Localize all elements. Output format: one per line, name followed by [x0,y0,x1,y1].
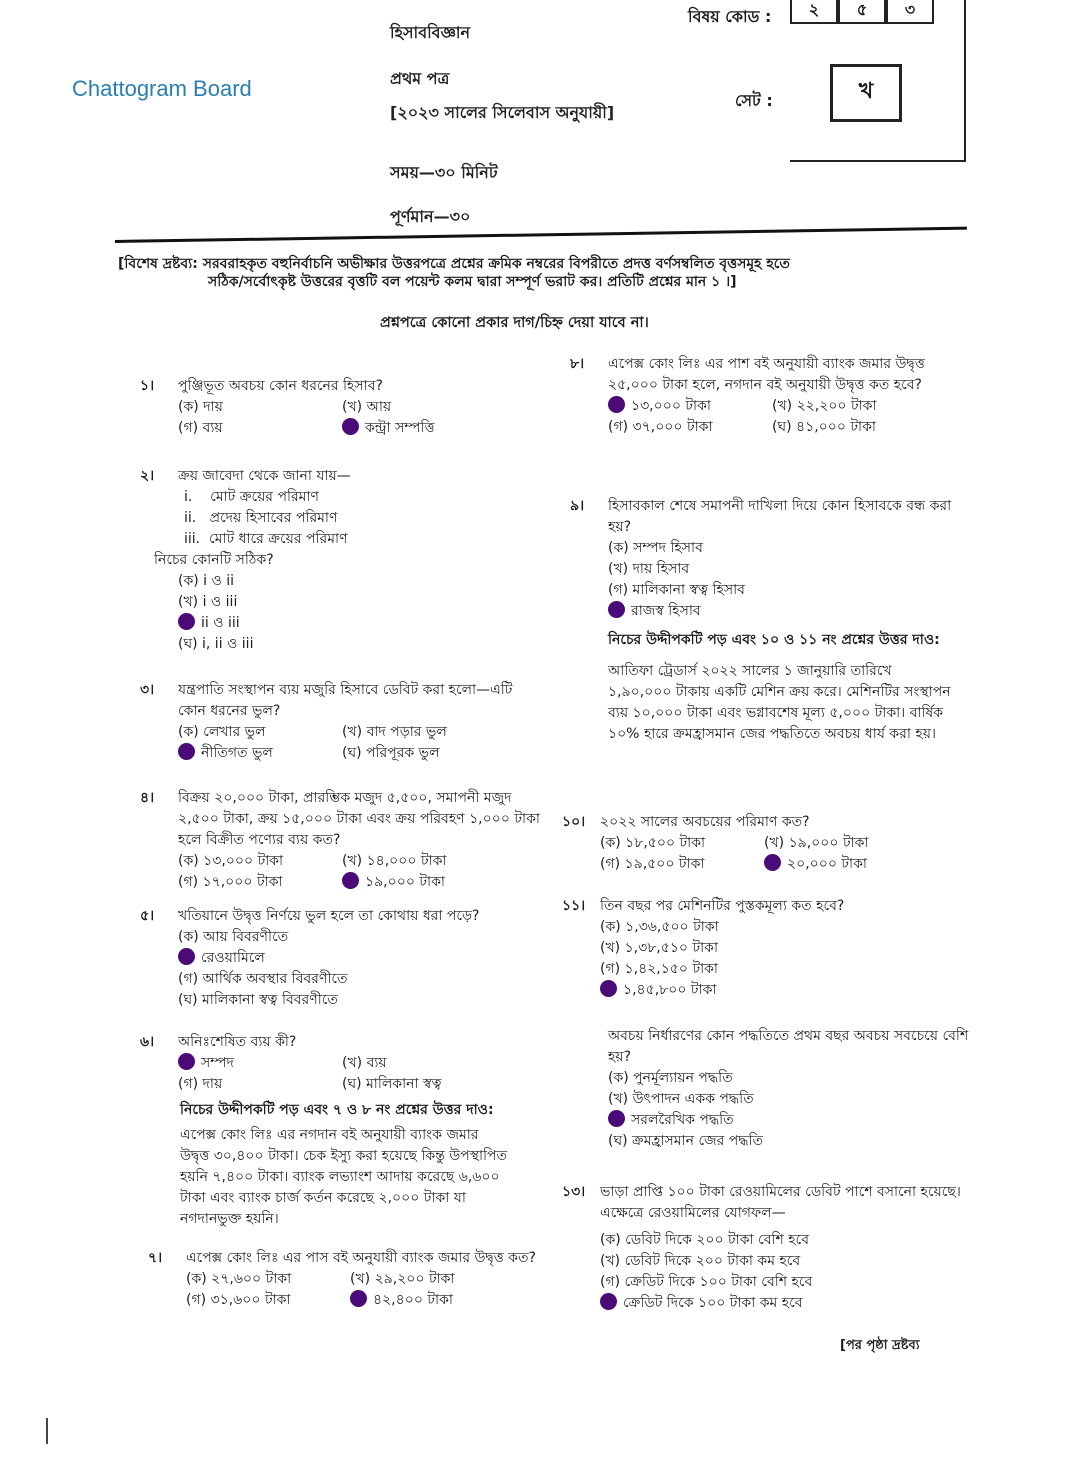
filled-bubble-icon [342,418,359,435]
question-8 [570,354,970,438]
option-ka-selected[interactable]: ১৩,০০০ টাকা [608,396,768,417]
question-number: ৪। [140,790,155,806]
option-ga[interactable]: (গ) মালিকানা স্বত্ব হিসাব [608,582,745,598]
option-gha[interactable]: (ঘ) মালিকানা স্বত্ব বিবরণীতে [178,992,338,1008]
continue-note: [পর পৃষ্ঠা দ্রষ্টব্য [840,1338,920,1353]
options [178,397,540,439]
option-kha[interactable]: (খ) আয় [342,399,392,415]
options [608,538,970,622]
option-gha-selected[interactable]: ১৯,০০০ টাকা [342,872,502,893]
question-number: ১০। [562,814,586,830]
syllabus-note: [২০২৩ সালের সিলেবাস অনুযায়ী] [390,103,615,122]
filled-bubble-icon [350,1290,367,1307]
question-text: অবচয় নির্ধারণের কোন পদ্ধতিতে প্রথম বছর অবচয় সবচেয়ে বেশি হয়? [608,1028,969,1065]
board-name: Chattogram Board [72,76,252,101]
options [178,571,540,655]
option-ka[interactable]: (ক) লেখার ভুল [178,724,266,740]
page-corner-mark [46,1418,48,1444]
question-number: ৬। [140,1034,155,1050]
question-number: ৩। [140,682,155,698]
full-marks: পূর্ণমান—৩০ [390,207,471,226]
filled-bubble-icon [600,980,617,997]
option-ga[interactable]: (গ) ৩১,৬০০ টাকা [186,1292,291,1308]
option-ka[interactable]: (ক) পুনর্মূল্যায়ন পদ্ধতি [608,1070,733,1086]
question-9 [570,496,970,622]
question-number: ৮। [570,356,585,372]
option-ga[interactable]: (গ) দায় [178,1076,223,1092]
option-gha[interactable]: (ঘ) i, ii ও iii [178,636,254,652]
option-gha[interactable]: (ঘ) পরিপূরক ভুল [342,745,440,761]
question-text: এপেক্স কোং লিঃ এর পাস বই অনুযায়ী ব্যাংক জমার উদ্বৃত্ত কত? [186,1250,536,1266]
options [178,1053,540,1095]
option-ka[interactable]: (ক) ১৩,০০০ টাকা [178,853,284,869]
question-7 [148,1248,548,1311]
option-ka[interactable]: (ক) ১৮,৫০০ টাকা [600,835,706,851]
options [600,1230,962,1314]
stimulus-body: আতিফা ট্রেডার্স ২০২২ সালের ১ জানুয়ারি তারিখে ১,৯০,০০০ টাকায় একটি মেশিন ক্রয় করে। মেশিনটির সংস্থাপন ব্যয় ১০,০০০ টাকা এবং ভগ্নাবশেষ মূল্য ৫,০০০ টাকা। বার্ষিক ১০% হারে ক্রমহ্রাসমান জের পদ্ধতিতে অবচয় ধার্য করা হয়। [608,663,951,742]
question-13 [562,1182,962,1314]
subject-title: হিসাববিজ্ঞান [390,23,471,42]
question-text: ক্রয় জাবেদা থেকে জানা যায়— [178,468,351,484]
question-ask: নিচের কোনটি সঠিক? [154,552,274,568]
option-ga[interactable]: (গ) ১৯,৫০০ টাকা [600,856,705,872]
option-ka[interactable]: (ক) দায় [178,399,223,415]
question-text: বিক্রয় ২০,০০০ টাকা, প্রারম্ভিক মজুদ ৫,৫০০, সমাপনী মজুদ ২,৫০০ টাকা, ক্রয় ১৫,০০০ টাকা এবং ক্রয় পরিবহণ ১,০০০ টাকা হলে বিক্রীত পণ্যের ব্যয় কত? [178,790,540,848]
options [600,917,962,1001]
option-kha[interactable]: (খ) ১৪,০০০ টাকা [342,853,447,869]
subject-code-label: বিষয় কোড : [688,7,772,26]
option-gha-selected[interactable]: ৪২,৪০০ টাকা [350,1290,510,1311]
option-ka[interactable]: (ক) i ও ii [178,573,235,589]
option-gha-selected[interactable]: রাজস্ব হিসাব [608,601,928,622]
option-gha[interactable]: (ঘ) ৪১,০০০ টাকা [772,419,876,435]
question-2 [140,466,540,655]
code-digit: ৩ [886,0,934,24]
header-frame-right [964,0,966,162]
option-ka-selected[interactable]: সম্পদ [178,1053,338,1074]
stimulus-intro: নিচের উদ্দীপকটি পড় এবং ৭ ও ৮ নং প্রশ্নের উত্তর দাও: [180,1102,494,1118]
option-ga-selected[interactable]: সরলরৈখিক পদ্ধতি [608,1110,928,1131]
question-number: ২। [140,468,155,484]
option-ga[interactable]: (গ) ৩৭,০০০ টাকা [608,419,713,435]
options [178,927,540,1011]
subject-code-boxes [790,0,934,24]
question-12 [570,1026,970,1152]
set-label: সেট : [735,91,773,110]
filled-bubble-icon [178,743,195,760]
option-ka[interactable]: (ক) ২৭,৬০০ টাকা [186,1271,292,1287]
question-4 [140,788,540,893]
option-gha-selected[interactable]: কন্ট্রা সম্পত্তি [342,418,502,439]
question-text: খতিয়ানে উদ্বৃত্ত নির্ণয়ে ভুল হলে তা কোথায় ধরা পড়ে? [178,908,480,924]
header-frame-bottom [790,160,966,162]
question-10 [562,812,962,875]
option-kha[interactable]: (খ) ১৯,০০০ টাকা [764,835,869,851]
option-kha[interactable]: (খ) ১,৩৮,৫১০ টাকা [600,940,719,956]
option-ka[interactable]: (ক) ১,৩৬,৫০০ টাকা [600,919,719,935]
option-kha[interactable]: (খ) বাদ পড়ার ভুল [342,724,447,740]
question-text: ভাড়া প্রাপ্তি ১০০ টাকা রেওয়ামিলের ডেবিট পাশে বসানো হয়েছে। এক্ষেত্রে রেওয়ামিলের যোগফল— [600,1184,961,1221]
filled-bubble-icon [608,601,625,618]
option-kha[interactable]: (খ) ডেবিট দিকে ২০০ টাকা কম হবে [600,1253,801,1269]
options [608,396,970,438]
options [600,833,962,875]
option-ka[interactable]: (ক) আয় বিবরণীতে [178,929,289,945]
options [608,1068,970,1152]
no-marking-note: প্রশ্নপত্রে কোনো প্রকার দাগ/চিহ্ন দেয়া যাবে না। [380,315,649,331]
question-3 [140,680,540,764]
instruction-line-1: [বিশেষ দ্রষ্টব্য: সরবরাহকৃত বহুনির্বাচনি অভীক্ষার উত্তরপত্রে প্রশ্নের ক্রমিক নম্বরের বিপরীতে প্রদত্ত বর্ণসম্বলিত বৃত্তসমূহ হতে [118,256,790,272]
filled-bubble-icon [608,1110,625,1127]
option-ga-selected[interactable]: ii ও iii [178,613,498,634]
paper-title: প্রথম পত্র [390,69,450,88]
option-ga[interactable]: (গ) ব্যয় [178,420,223,436]
option-ga-selected[interactable]: নীতিগত ভুল [178,743,338,764]
option-ga[interactable]: (গ) ক্রেডিট দিকে ১০০ টাকা বেশি হবে [600,1274,813,1290]
filled-bubble-icon [764,854,781,871]
set-value: খ [830,64,902,122]
option-gha[interactable]: (ঘ) মালিকানা স্বত্ব [342,1076,442,1092]
question-number: ১৩। [562,1184,586,1200]
option-ga[interactable]: (গ) ১,৪২,১৫০ টাকা [600,961,718,977]
options [178,851,540,893]
option-kha[interactable]: (খ) i ও iii [178,594,238,610]
question-1 [140,376,540,439]
question-number: ৯। [570,498,585,514]
option-kha-selected[interactable]: রেওয়ামিলে [178,948,498,969]
question-text: অনিঃশেষিত ব্যয় কী? [178,1034,297,1050]
option-gha-selected[interactable]: ২০,০০০ টাকা [764,854,924,875]
time-allowed: সময়—৩০ মিনিট [390,163,498,182]
question-text: এপেক্স কোং লিঃ এর পাশ বই অনুযায়ী ব্যাংক জমার উদ্বৃত্ত ২৫,০০০ টাকা হলে, নগদান বই অনুযায়ী উদ্বৃত্ত কত হবে? [608,356,925,393]
code-digit: ২ [790,0,838,24]
question-text: পুঞ্জিভূত অবচয় কোন ধরনের হিসাব? [178,378,383,394]
statement-2: ii. প্রদেয় হিসাবের পরিমাণ [184,510,338,526]
option-ka[interactable]: (ক) সম্পদ হিসাব [608,540,703,556]
option-ga[interactable]: (গ) আর্থিক অবস্থার বিবরণীতে [178,971,348,987]
option-kha[interactable]: (খ) ব্যয় [342,1055,387,1071]
statement-3: iii. মোট ধারে ক্রয়ের পরিমাণ [184,531,348,547]
filled-bubble-icon [178,948,195,965]
options [178,722,540,764]
option-ga[interactable]: (গ) ১৭,০০০ টাকা [178,874,283,890]
statement-1: i. মোট ক্রয়ের পরিমাণ [184,489,319,505]
option-kha[interactable]: (খ) ২২,২০০ টাকা [772,398,877,414]
question-6 [140,1032,540,1095]
option-gha-selected[interactable]: ক্রেডিট দিকে ১০০ টাকা কম হবে [600,1293,920,1314]
filled-bubble-icon [178,1053,195,1070]
question-text: তিন বছর পর মেশিনটির পুস্তকমূল্য কত হবে? [600,898,845,914]
option-kha[interactable]: (খ) ২৯,২০০ টাকা [350,1271,455,1287]
filled-bubble-icon [608,396,625,413]
options [186,1269,548,1311]
filled-bubble-icon [600,1293,617,1310]
option-gha[interactable]: (ঘ) ক্রমহ্রাসমান জের পদ্ধতি [608,1133,764,1149]
code-digit: ৫ [838,0,886,24]
header-divider [115,227,967,243]
question-text: হিসাবকাল শেষে সমাপনী দাখিলা দিয়ে কোন হিসাবকে বন্ধ করা হয়? [608,498,952,535]
option-kha[interactable]: (খ) দায় হিসাব [608,561,690,577]
stimulus-1 [180,1100,510,1230]
option-gha-selected[interactable]: ১,৪৫,৮০০ টাকা [600,980,920,1001]
question-5 [140,906,540,1011]
question-number: ১১। [562,898,586,914]
option-ka[interactable]: (ক) ডেবিট দিকে ২০০ টাকা বেশি হবে [600,1232,809,1248]
instruction-line-2: সঠিক/সর্বোৎকৃষ্ট উত্তরের বৃত্তটি বল পয়েন্ট কলম দ্বারা সম্পূর্ণ ভরাট কর। প্রতিটি প্রশ্নের মান ১ ।] [208,274,737,290]
question-11 [562,896,962,1001]
question-text: যন্ত্রপাতি সংস্থাপন ব্যয় মজুরি হিসাবে ডেবিট করা হলো—এটি কোন ধরনের ভুল? [178,682,513,719]
question-text: ২০২২ সালের অবচয়ের পরিমাণ কত? [600,814,810,830]
question-number: ৫। [140,908,155,924]
option-kha[interactable]: (খ) উৎপাদন একক পদ্ধতি [608,1091,754,1107]
stimulus-intro: নিচের উদ্দীপকটি পড় এবং ১০ ও ১১ নং প্রশ্নের উত্তর দাও: [608,632,940,648]
stimulus-body: এপেক্স কোং লিঃ এর নগদান বই অনুযায়ী ব্যাংক জমার উদ্বৃত্ত ৩০,৪০০ টাকা। চেক ইস্যু করা হয়েছে কিন্তু উপস্থাপিত হয়নি ৭,৪০০ টাকা। ব্যাংক লভ্যাংশ আদায় করেছে ৬,৬০০ টাকা এবং ব্যাংক চার্জ কর্তন করেছে ২,০০০ টাকা যা নগদানভুক্ত হয়নি। [180,1127,508,1227]
question-number: ১। [140,378,155,394]
stimulus-2 [608,630,953,745]
filled-bubble-icon [178,613,195,630]
question-number: ৭। [148,1250,163,1266]
filled-bubble-icon [342,872,359,889]
